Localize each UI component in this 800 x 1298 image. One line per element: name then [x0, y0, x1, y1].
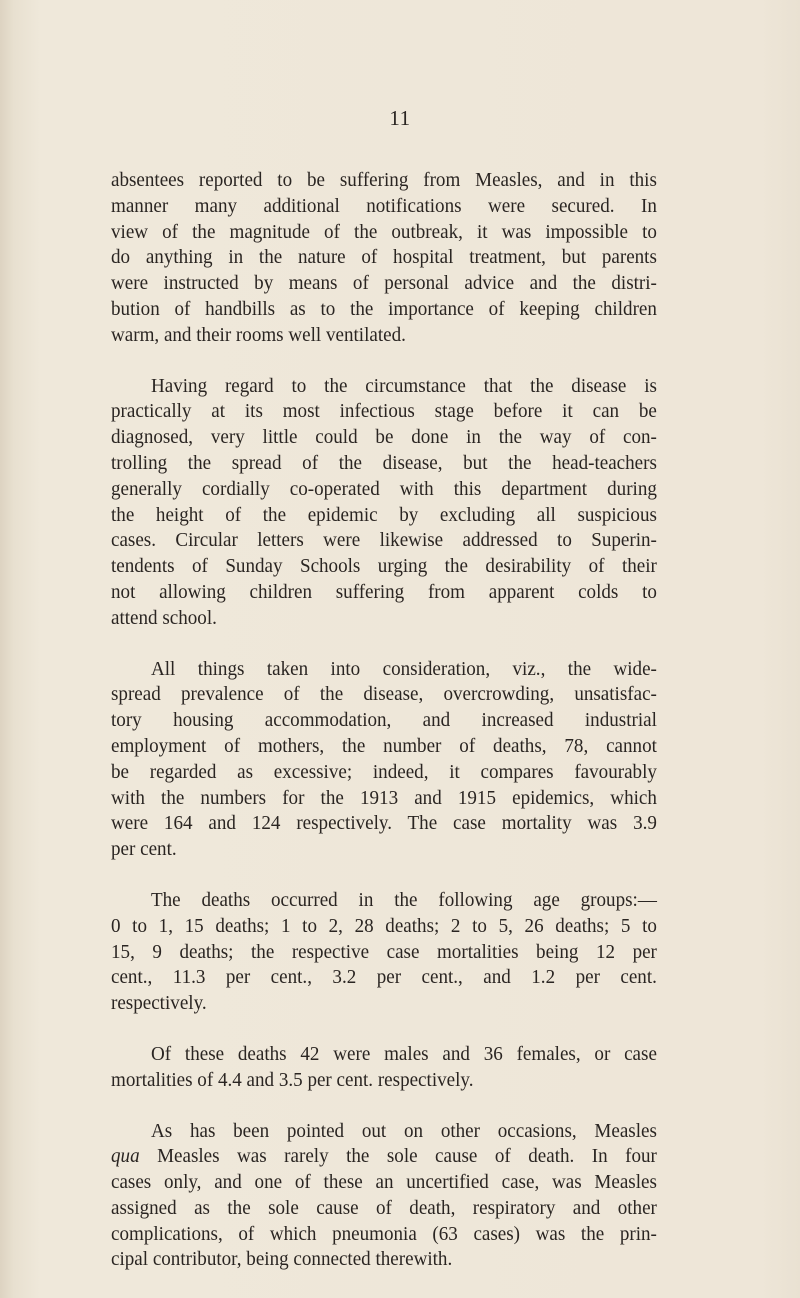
text-line: view of the magnitude of the outbreak, it was impossible to	[111, 220, 657, 243]
text-line: do anything in the nature of hospital treatment, but parents	[111, 246, 657, 269]
text-line: qua Measles was rarely the sole cause of death. In four	[111, 1145, 657, 1168]
text-line: respectively.	[111, 992, 207, 1015]
text-line: spread prevalence of the disease, overcrowding, unsatisfac-	[111, 683, 657, 706]
paragraph-6	[111, 1119, 657, 1274]
text-line: practically at its most infectious stage before it can be	[111, 400, 657, 423]
paragraph-1	[111, 168, 657, 349]
italic-term: qua	[111, 1145, 140, 1168]
paragraph-2	[111, 374, 657, 632]
text-line: Having regard to the circumstance that the disease is	[150, 374, 657, 397]
text-line: not allowing children suffering from apparent colds to	[111, 580, 657, 603]
text-line: The deaths occurred in the following age groups:—	[150, 888, 657, 911]
text-line: tendents of Sunday Schools urging the desirability of their	[111, 555, 657, 578]
text-line: cent., 11.3 per cent., 3.2 per cent., and 1.2 per cent.	[111, 966, 657, 989]
text-line: diagnosed, very little could be done in the way of con-	[111, 426, 657, 449]
text-line: Of these deaths 42 were males and 36 females, or case	[150, 1042, 657, 1065]
text-line: mortalities of 4.4 and 3.5 per cent. respectively.	[111, 1068, 474, 1091]
paragraph-3	[111, 657, 657, 863]
text-line: trolling the spread of the disease, but the head-teachers	[111, 451, 657, 474]
text-line: employment of mothers, the number of deaths, 78, cannot	[111, 734, 657, 757]
page-number: 11	[389, 106, 411, 130]
text-line: bution of handbills as to the importance of keeping children	[111, 297, 657, 320]
text-line: per cent.	[111, 838, 177, 861]
text-line: attend school.	[111, 606, 217, 629]
text-line: cases. Circular letters were likewise addressed to Superin-	[111, 529, 657, 552]
text-line: absentees reported to be suffering from Measles, and in this	[111, 169, 657, 191]
text-line: manner many additional notifications were secured. In	[111, 194, 657, 217]
paragraph-4	[111, 888, 657, 1017]
text-line: were 164 and 124 respectively. The case mortality was 3.9	[111, 812, 657, 835]
text-line: cases only, and one of these an uncertified case, was Measles	[111, 1171, 657, 1194]
text-line: be regarded as excessive; indeed, it compares favourably	[111, 760, 657, 783]
text-line: with the numbers for the 1913 and 1915 epidemics, which	[111, 786, 657, 809]
text-line: 0 to 1, 15 deaths; 1 to 2, 28 deaths; 2 to 5, 26 deaths; 5 to	[111, 914, 657, 937]
text-line: assigned as the sole cause of death, respiratory and other	[111, 1196, 657, 1219]
text-line: cipal contributor, being connected therewith.	[111, 1248, 453, 1271]
text-line: complications, of which pneumonia (63 cases) was the prin-	[111, 1222, 657, 1245]
paragraph-5	[111, 1042, 657, 1094]
body-text	[111, 168, 657, 1298]
text-line: As has been pointed out on other occasions, Measles	[150, 1119, 657, 1142]
text-line: 15, 9 deaths; the respective case mortalities being 12 per	[111, 940, 657, 963]
text-line: were instructed by means of personal advice and the distri-	[111, 272, 657, 295]
text-line: All things taken into consideration, viz., the wide-	[150, 657, 657, 680]
text-line: generally cordially co-operated with this department during	[111, 477, 657, 500]
text-line: warm, and their rooms well ventilated.	[111, 323, 406, 346]
text-line: tory housing accommodation, and increased industrial	[111, 709, 657, 732]
text-line: the height of the epidemic by excluding all suspicious	[111, 503, 657, 526]
